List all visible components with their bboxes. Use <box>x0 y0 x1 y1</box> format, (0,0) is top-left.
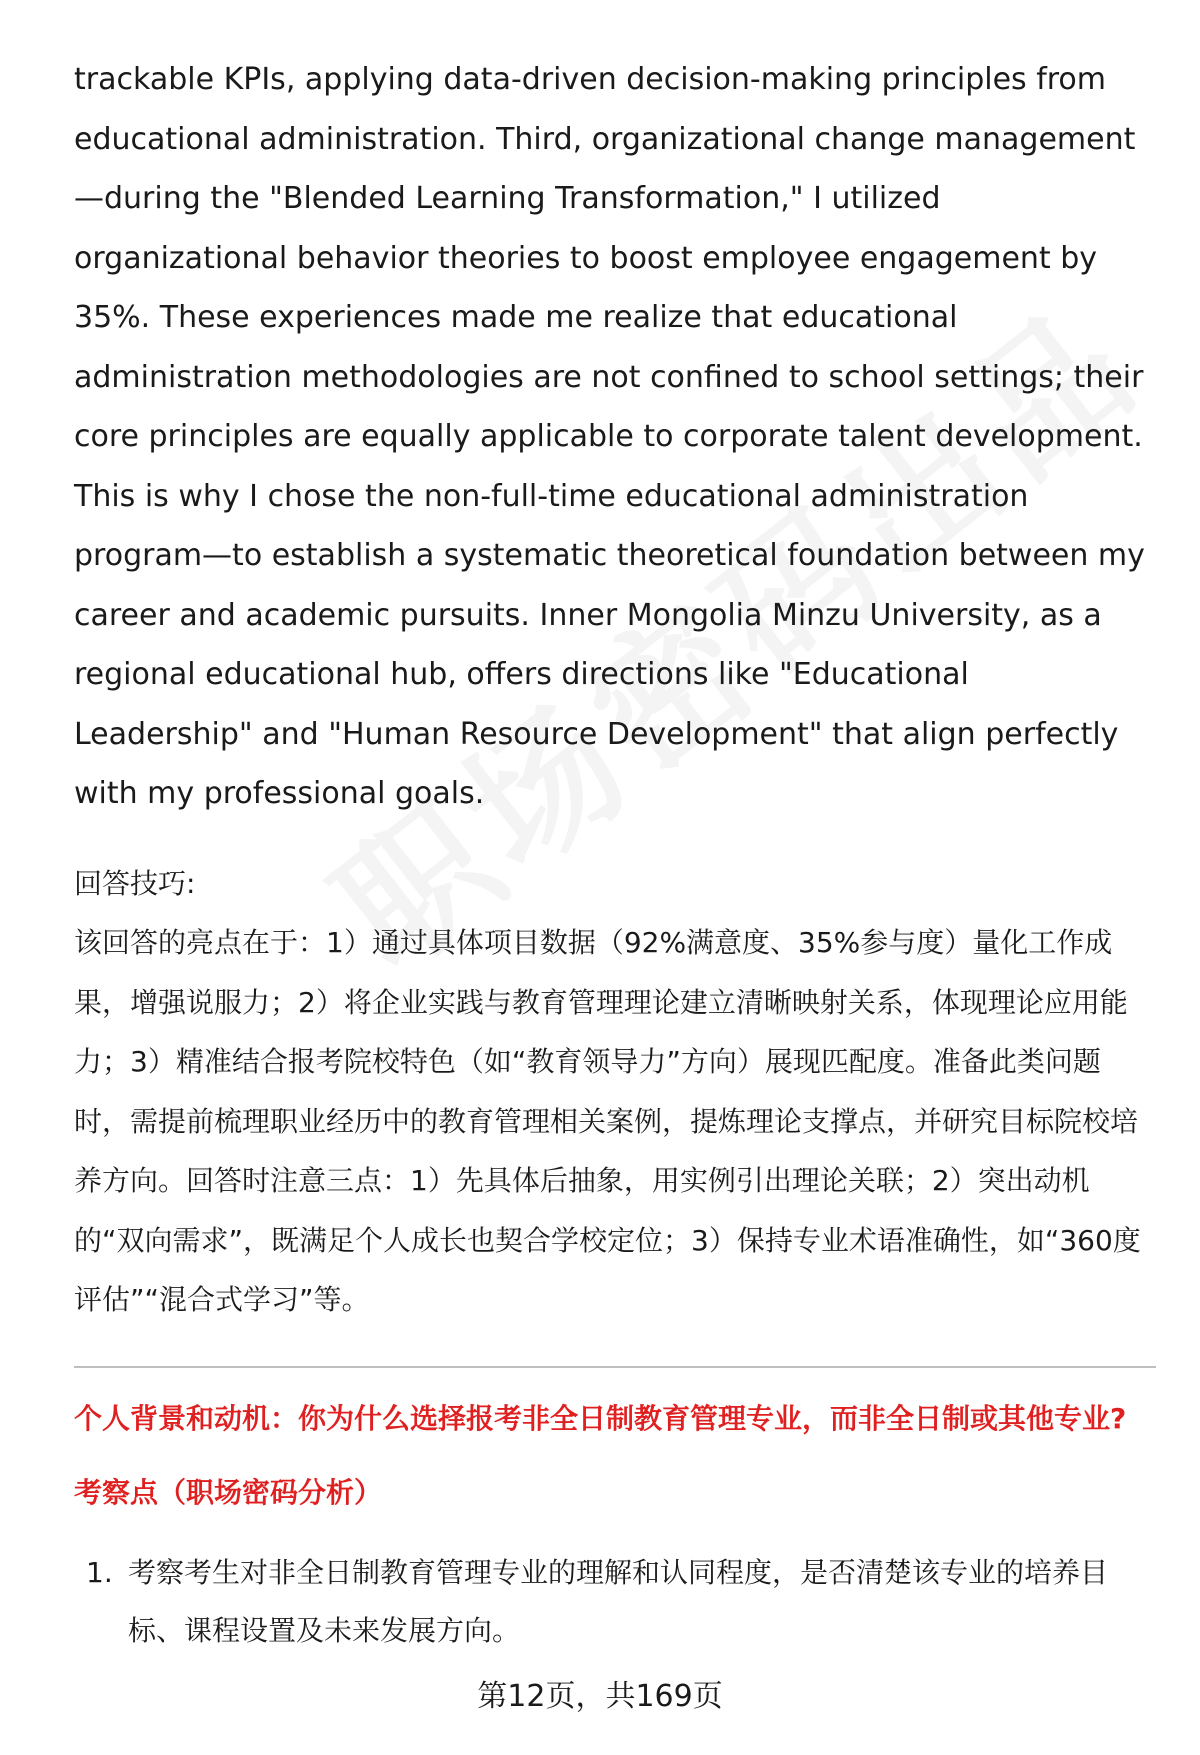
section-divider <box>74 1366 1156 1368</box>
tips-heading: 回答技巧: <box>74 866 196 900</box>
answer-paragraph: trackable KPIs, applying data-driven decision-making principles from educational administration. Third, organizational change management—during the "Blended Learning Transformation," I utilized organizational behavior theories to boost employee engagement by 35%. These experiences made me realize that educational administration methodologies are not confined to school settings; their core principles are equally applicable to corporate talent development. This is why I chose the non-full-time educational administration program—to establish a systematic theoretical foundation between my career and academic pursuits. Inner Mongolia Minzu University, as a regional educational hub, offers directions like "Educational Leadership" and "Human Resource Development" that align perfectly with my professional goals. <box>74 62 1145 811</box>
tips-body: 该回答的亮点在于：1）通过具体项目数据（92%满意度、35%参与度）量化工作成果，增强说服力；2）将企业实践与教育管理理论建立清晰映射关系，体现理论应用能力；3）精准结合报考院校特色（如“教育领导力”方向）展现匹配度。准备此类问题时，需提前梳理职业经历中的教育管理相关案例，提炼理论支撑点，并研究目标院校培养方向。回答时注意三点：1）先具体后抽象，用实例引出理论关联；2）突出动机的“双向需求”，既满足个人成长也契合学校定位；3）保持专业术语准确性，如“360度评估”“混合式学习”等。 <box>74 926 1141 1316</box>
list-item <box>74 1544 1154 1660</box>
page-number: 第12页，共169页 <box>477 1679 723 1714</box>
examination-label: 考察点（职场密码分析） <box>74 1475 383 1509</box>
list-item-text: 考察考生对非全日制教育管理专业的理解和认同程度，是否清楚该专业的培养目标、课程设置及未来发展方向。 <box>128 1555 1109 1647</box>
question-title: 个人背景和动机：你为什么选择报考非全日制教育管理专业，而非全日制或其他专业? <box>74 1401 1127 1435</box>
examination-list <box>74 1544 1154 1660</box>
answer-tips <box>74 854 1154 1330</box>
page-content <box>74 50 1154 1660</box>
list-item-number: 1. <box>86 1555 113 1589</box>
